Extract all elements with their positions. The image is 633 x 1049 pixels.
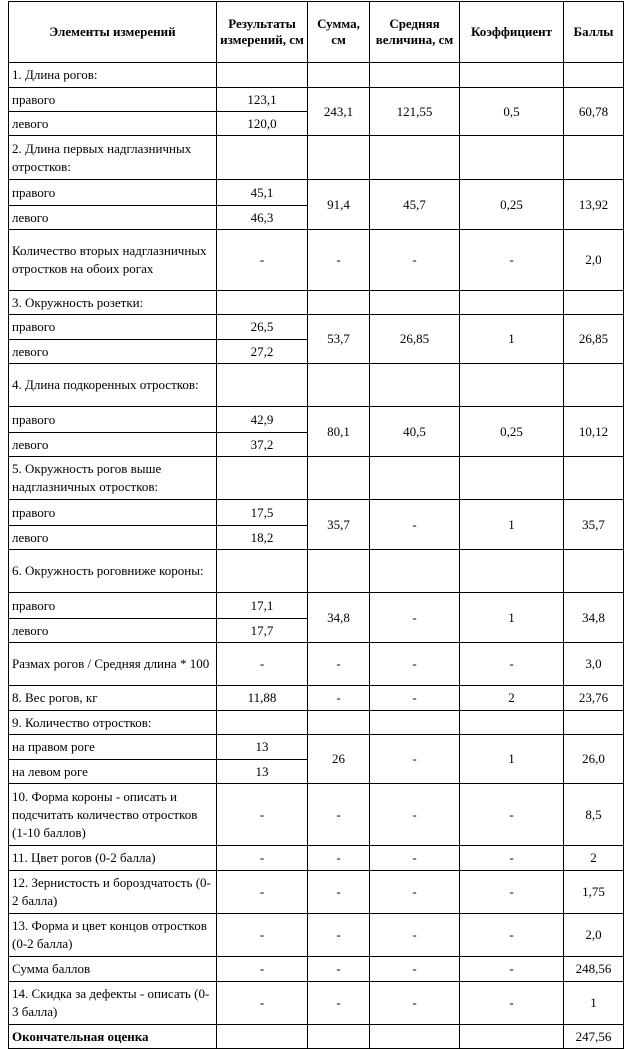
score-value: 2 <box>564 846 624 871</box>
average-value: - <box>370 957 460 982</box>
header-cell: Сумма, см <box>308 2 370 63</box>
empty-cell <box>370 711 460 735</box>
result-value: 17,7 <box>217 619 308 643</box>
measurement-row <box>9 180 624 206</box>
side-label: правого <box>9 407 217 433</box>
coefficient-value: - <box>460 871 564 914</box>
section-title: 4. Длина подкоренных отростков: <box>9 364 217 407</box>
average-value: - <box>370 871 460 914</box>
coefficient-value: - <box>460 784 564 846</box>
row-label: 14. Скидка за дефекты - описать (0-3 балла) <box>9 982 217 1025</box>
side-label: левого <box>9 619 217 643</box>
empty-cell <box>217 63 308 88</box>
score-value: 10,12 <box>564 407 624 457</box>
section-title-row <box>9 364 624 407</box>
score-value: 34,8 <box>564 593 624 643</box>
empty-cell <box>308 136 370 180</box>
coefficient-value: 1 <box>460 315 564 364</box>
measurement-row <box>9 593 624 619</box>
measurement-row <box>9 315 624 340</box>
section-title-row <box>9 550 624 593</box>
sum-value: - <box>308 871 370 914</box>
row-label: 12. Зернистость и бороздчатость (0-2 балла) <box>9 871 217 914</box>
coefficient-value: 2 <box>460 686 564 711</box>
score-value: 13,92 <box>564 180 624 230</box>
trophy-evaluation-table <box>8 1 624 1049</box>
coefficient-value: - <box>460 643 564 686</box>
result-value: - <box>217 230 308 291</box>
empty-cell <box>308 457 370 500</box>
side-label: левого <box>9 112 217 136</box>
coefficient-value: 0,25 <box>460 180 564 230</box>
header-cell: Результаты измерений, см <box>217 2 308 63</box>
average-value: 40,5 <box>370 407 460 457</box>
single-row <box>9 982 624 1025</box>
coefficient-value: 0,5 <box>460 88 564 136</box>
single-row <box>9 230 624 291</box>
score-value: 2,0 <box>564 914 624 957</box>
result-value: 120,0 <box>217 112 308 136</box>
measurement-row <box>9 735 624 760</box>
single-row <box>9 846 624 871</box>
row-label: Окончательная оценка <box>9 1025 217 1049</box>
sum-value: 80,1 <box>308 407 370 457</box>
empty-cell <box>564 136 624 180</box>
coefficient-value <box>460 1025 564 1049</box>
single-row <box>9 871 624 914</box>
empty-cell <box>564 364 624 407</box>
empty-cell <box>217 364 308 407</box>
header-cell: Баллы <box>564 2 624 63</box>
result-value: - <box>217 957 308 982</box>
result-value: 11,88 <box>217 686 308 711</box>
single-row <box>9 686 624 711</box>
average-value <box>370 1025 460 1049</box>
score-value: 60,78 <box>564 88 624 136</box>
result-value: 17,5 <box>217 500 308 526</box>
sum-value <box>308 1025 370 1049</box>
sum-value: - <box>308 686 370 711</box>
coefficient-value: - <box>460 957 564 982</box>
score-value: 26,0 <box>564 735 624 784</box>
empty-cell <box>217 457 308 500</box>
section-title: 1. Длина рогов: <box>9 63 217 88</box>
average-value: - <box>370 914 460 957</box>
sum-value: - <box>308 982 370 1025</box>
section-title-row <box>9 136 624 180</box>
section-title: 9. Количество отростков: <box>9 711 217 735</box>
result-value: - <box>217 982 308 1025</box>
sum-value: - <box>308 914 370 957</box>
section-title: 2. Длина первых надглазничных отростков: <box>9 136 217 180</box>
side-label: левого <box>9 526 217 550</box>
result-value: 45,1 <box>217 180 308 206</box>
average-value: - <box>370 846 460 871</box>
measurement-row <box>9 407 624 433</box>
empty-cell <box>308 291 370 315</box>
empty-cell <box>564 63 624 88</box>
side-label: левого <box>9 340 217 364</box>
coefficient-value: 1 <box>460 593 564 643</box>
empty-cell <box>370 291 460 315</box>
average-value: - <box>370 643 460 686</box>
result-value: 42,9 <box>217 407 308 433</box>
side-label: левого <box>9 433 217 457</box>
empty-cell <box>308 364 370 407</box>
empty-cell <box>308 711 370 735</box>
empty-cell <box>217 550 308 593</box>
section-title: 6. Окружность роговниже короны: <box>9 550 217 593</box>
row-label: Размах рогов / Средняя длина * 100 <box>9 643 217 686</box>
sum-value: - <box>308 846 370 871</box>
result-value: - <box>217 846 308 871</box>
average-value: - <box>370 230 460 291</box>
empty-cell <box>217 291 308 315</box>
result-value: 18,2 <box>217 526 308 550</box>
row-label: 8. Вес рогов, кг <box>9 686 217 711</box>
empty-cell <box>217 711 308 735</box>
header-cell: Коэффициент <box>460 2 564 63</box>
empty-cell <box>460 136 564 180</box>
empty-cell <box>564 550 624 593</box>
empty-cell <box>308 63 370 88</box>
sum-value: 243,1 <box>308 88 370 136</box>
sum-value: 53,7 <box>308 315 370 364</box>
result-value: - <box>217 643 308 686</box>
coefficient-value: - <box>460 846 564 871</box>
section-title-row <box>9 457 624 500</box>
result-value <box>217 1025 308 1049</box>
result-value: 27,2 <box>217 340 308 364</box>
row-label: 13. Форма и цвет концов отростков (0-2 балла) <box>9 914 217 957</box>
sum-value: 91,4 <box>308 180 370 230</box>
coefficient-value: - <box>460 230 564 291</box>
score-value: 26,85 <box>564 315 624 364</box>
score-value: 248,56 <box>564 957 624 982</box>
coefficient-value: 0,25 <box>460 407 564 457</box>
row-label: Сумма баллов <box>9 957 217 982</box>
side-label: правого <box>9 180 217 206</box>
measurement-row <box>9 88 624 112</box>
result-value: - <box>217 914 308 957</box>
result-value: 26,5 <box>217 315 308 340</box>
empty-cell <box>564 457 624 500</box>
side-label: на правом роге <box>9 735 217 760</box>
side-label: правого <box>9 315 217 340</box>
single-row <box>9 643 624 686</box>
average-value: - <box>370 500 460 550</box>
average-value: 121,55 <box>370 88 460 136</box>
empty-cell <box>564 291 624 315</box>
empty-cell <box>460 457 564 500</box>
single-row <box>9 914 624 957</box>
header-row <box>9 2 624 63</box>
side-label: правого <box>9 88 217 112</box>
result-value: 46,3 <box>217 206 308 230</box>
average-value: 26,85 <box>370 315 460 364</box>
score-value: 2,0 <box>564 230 624 291</box>
result-value: 13 <box>217 735 308 760</box>
side-label: правого <box>9 500 217 526</box>
sum-value: 26 <box>308 735 370 784</box>
average-value: - <box>370 593 460 643</box>
empty-cell <box>217 136 308 180</box>
row-label: 11. Цвет рогов (0-2 балла) <box>9 846 217 871</box>
empty-cell <box>460 550 564 593</box>
coefficient-value: 1 <box>460 500 564 550</box>
empty-cell <box>370 550 460 593</box>
score-value: 247,56 <box>564 1025 624 1049</box>
score-value: 1,75 <box>564 871 624 914</box>
single-row <box>9 957 624 982</box>
row-label: Количество вторых надглазничных отростков на обоих рогах <box>9 230 217 291</box>
average-value: - <box>370 982 460 1025</box>
average-value: - <box>370 784 460 846</box>
average-value: 45,7 <box>370 180 460 230</box>
header-cell: Средняя величина, см <box>370 2 460 63</box>
score-value: 3,0 <box>564 643 624 686</box>
score-value: 8,5 <box>564 784 624 846</box>
average-value: - <box>370 735 460 784</box>
empty-cell <box>460 711 564 735</box>
empty-cell <box>370 136 460 180</box>
empty-cell <box>308 550 370 593</box>
empty-cell <box>370 364 460 407</box>
measurement-row <box>9 500 624 526</box>
section-title: 5. Окружность рогов выше надглазничных отростков: <box>9 457 217 500</box>
section-title-row <box>9 63 624 88</box>
side-label: правого <box>9 593 217 619</box>
section-title: 3. Окружность розетки: <box>9 291 217 315</box>
table-body <box>9 63 624 1049</box>
sum-value: - <box>308 784 370 846</box>
average-value: - <box>370 686 460 711</box>
result-value: 17,1 <box>217 593 308 619</box>
score-value: 35,7 <box>564 500 624 550</box>
empty-cell <box>370 457 460 500</box>
empty-cell <box>564 711 624 735</box>
result-value: - <box>217 784 308 846</box>
row-label: 10. Форма короны - описать и подсчитать количество отростков (1-10 баллов) <box>9 784 217 846</box>
result-value: - <box>217 871 308 914</box>
result-value: 13 <box>217 760 308 784</box>
side-label: левого <box>9 206 217 230</box>
empty-cell <box>460 364 564 407</box>
section-title-row <box>9 711 624 735</box>
coefficient-value: - <box>460 914 564 957</box>
sum-value: 35,7 <box>308 500 370 550</box>
header-cell: Элементы измерений <box>9 2 217 63</box>
result-value: 37,2 <box>217 433 308 457</box>
sum-value: - <box>308 230 370 291</box>
side-label: на левом роге <box>9 760 217 784</box>
empty-cell <box>460 291 564 315</box>
sum-value: - <box>308 643 370 686</box>
final-score-row <box>9 1025 624 1049</box>
coefficient-value: 1 <box>460 735 564 784</box>
result-value: 123,1 <box>217 88 308 112</box>
sum-value: 34,8 <box>308 593 370 643</box>
score-value: 23,76 <box>564 686 624 711</box>
score-value: 1 <box>564 982 624 1025</box>
sum-value: - <box>308 957 370 982</box>
coefficient-value: - <box>460 982 564 1025</box>
empty-cell <box>460 63 564 88</box>
empty-cell <box>370 63 460 88</box>
section-title-row <box>9 291 624 315</box>
single-row <box>9 784 624 846</box>
